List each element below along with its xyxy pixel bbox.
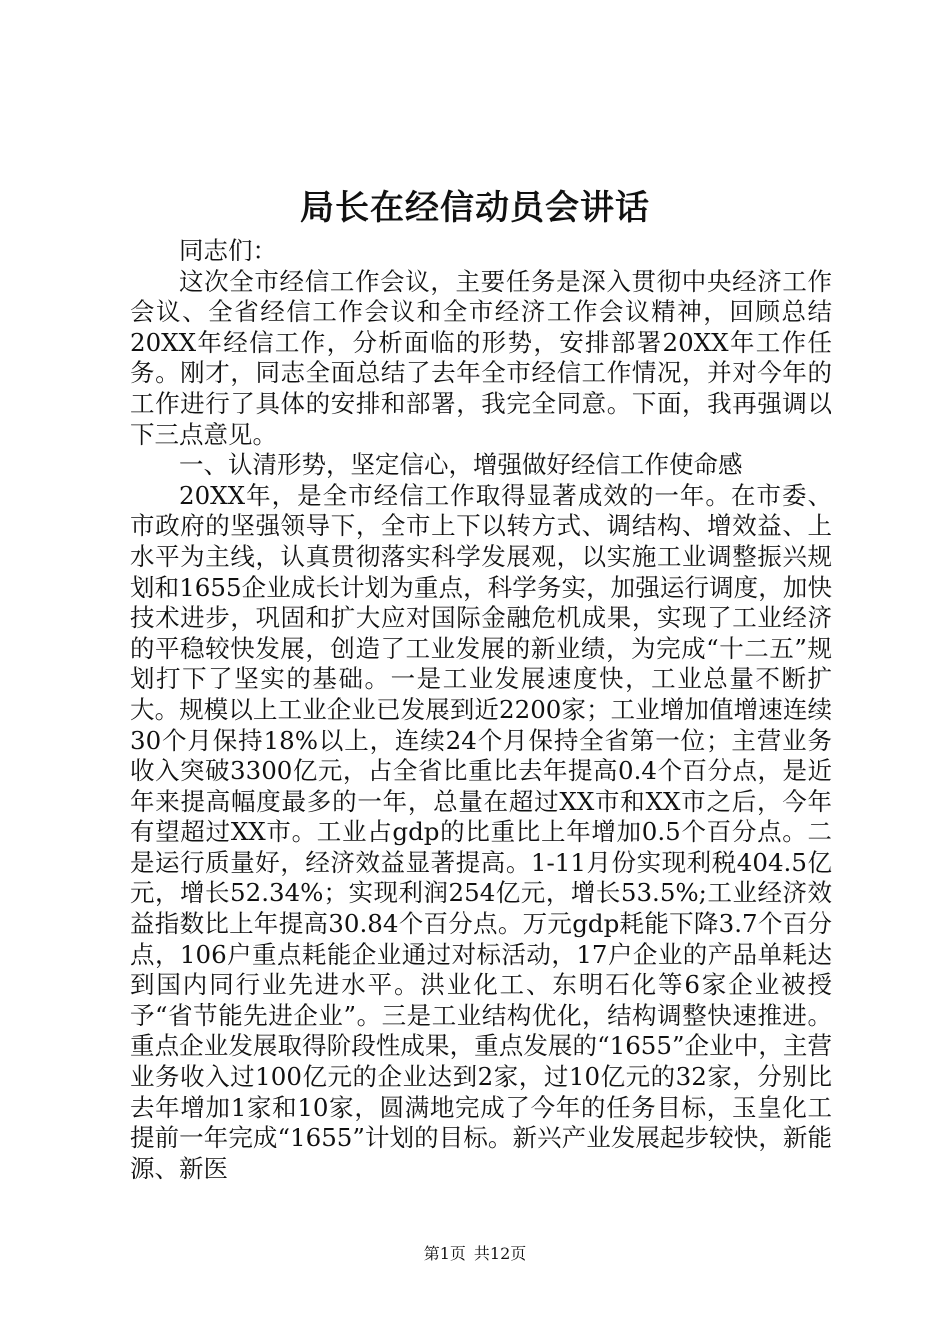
intro-paragraph: 这次全市经信工作会议，主要任务是深入贯彻中央经济工作会议、全省经信工作会议和全市经济工作会议精神，回顾总结20XX年经信工作，分析面临的形势，安排部署20XX年工作任务。刚才，同志全面总结了去年全市经信工作情况，并对今年的工作进行了具体的安排和部署，我完全同意。下面，我再强调以下三点意见。 <box>130 266 832 449</box>
body-paragraph: 20XX年，是全市经信工作取得显著成效的一年。在市委、市政府的坚强领导下，全市上下以转方式、调结构、增效益、上水平为主线，认真贯彻落实科学发展观，以实施工业调整振兴规划和1655企业成长计划为重点，科学务实，加强运行调度，加快技术进步，巩固和扩大应对国际金融危机成果，实现了工业经济的平稳较快发展，创造了工业发展的新业绩，为完成“十二五”规划打下了坚实的基础。一是工业发展速度快，工业总量不断扩大。规模以上工业企业已发展到近2200家；工业增加值增速连续30个月保持18%以上，连续24个月保持全省第一位；主营业务收入突破3300亿元，占全省比重比去年提高0.4个百分点，是近年来提高幅度最多的一年，总量在超过XX市和XX市之后，今年有望超过XX市。工业占gdp的比重比上年增加0.5个百分点。二是运行质量好，经济效益显著提高。1-11月份实现利税404.5亿元，增长52.34%；实现利润254亿元，增长53.5%;工业经济效益指数比上年提高30.84个百分点。万元gdp耗能下降3.7个百分点，106户重点耗能企业通过对标活动，17户企业的产品单耗达到国内同行业先进水平。洪业化工、东明石化等6家企业被授予“省节能先进企业”。三是工业结构优化，结构调整快速推进。重点企业发展取得阶段性成果，重点发展的“1655”企业中，主营业务收入过100亿元的企业达到2家，过10亿元的32家，分别比去年增加1家和10家，圆满地完成了今年的任务目标，玉皇化工提前一年完成“1655”计划的目标。新兴产业发展起步较快，新能源、新医 <box>130 480 832 1183</box>
page-total: 共12页 <box>473 1244 527 1263</box>
salutation-paragraph: 同志们： <box>179 236 277 265</box>
section-heading: 一、认清形势，坚定信心，增强做好经信工作使命感 <box>179 450 743 480</box>
page-number: 第1页 <box>423 1244 466 1263</box>
document-title: 局长在经信动员会讲话 <box>300 188 650 228</box>
document-body <box>130 236 832 1184</box>
page-footer <box>0 1244 950 1264</box>
